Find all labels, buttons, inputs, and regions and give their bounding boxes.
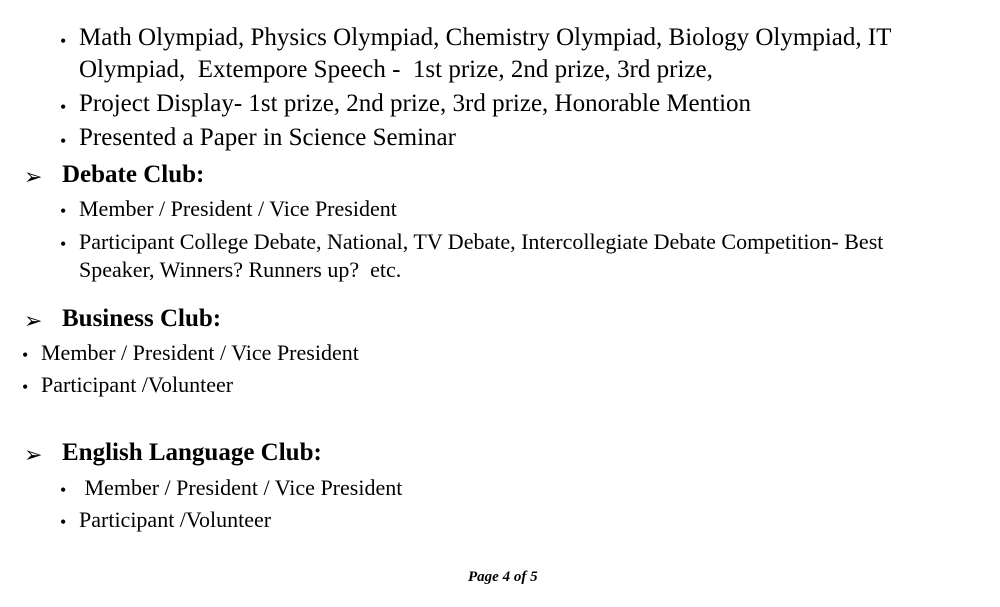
bullet-marker: •: [60, 97, 67, 117]
bullet-marker: •: [60, 480, 67, 500]
bullet-marker: •: [22, 345, 29, 365]
section-heading: Business Club:: [62, 305, 222, 332]
list-item: Member / President / Vice President: [41, 340, 359, 365]
section-heading: Debate Club:: [62, 161, 205, 188]
list-item: Member / President / Vice President: [79, 475, 403, 500]
list-item: Math Olympiad, Physics Olympiad, Chemistry Olympiad, Biology Olympiad, IT: [79, 24, 892, 51]
bullet-marker: •: [60, 234, 67, 254]
bullet-marker: •: [60, 201, 67, 221]
list-item-continuation: Speaker, Winners? Runners up? etc.: [79, 257, 402, 282]
arrow-bullet-icon: ➢: [24, 308, 43, 333]
bullet-marker: •: [60, 31, 67, 51]
list-item: Project Display- 1st prize, 2nd prize, 3rd prize, Honorable Mention: [79, 90, 752, 117]
list-item: Participant /Volunteer: [79, 507, 272, 532]
list-item-continuation: Olympiad, Extempore Speech - 1st prize, 2nd prize, 3rd prize,: [79, 56, 713, 83]
list-item: Participant /Volunteer: [41, 372, 234, 397]
section-heading: English Language Club:: [62, 439, 322, 466]
list-item: Participant College Debate, National, TV Debate, Intercollegiate Debate Competition- Best: [79, 229, 884, 254]
bullet-marker: •: [22, 377, 29, 397]
bullet-marker: •: [60, 131, 67, 151]
arrow-bullet-icon: ➢: [24, 164, 43, 189]
arrow-bullet-icon: ➢: [24, 442, 43, 467]
list-item: Member / President / Vice President: [79, 196, 397, 221]
bullet-marker: •: [60, 512, 67, 532]
page-number: Page 4 of 5: [468, 569, 538, 585]
list-item: Presented a Paper in Science Seminar: [79, 124, 456, 151]
